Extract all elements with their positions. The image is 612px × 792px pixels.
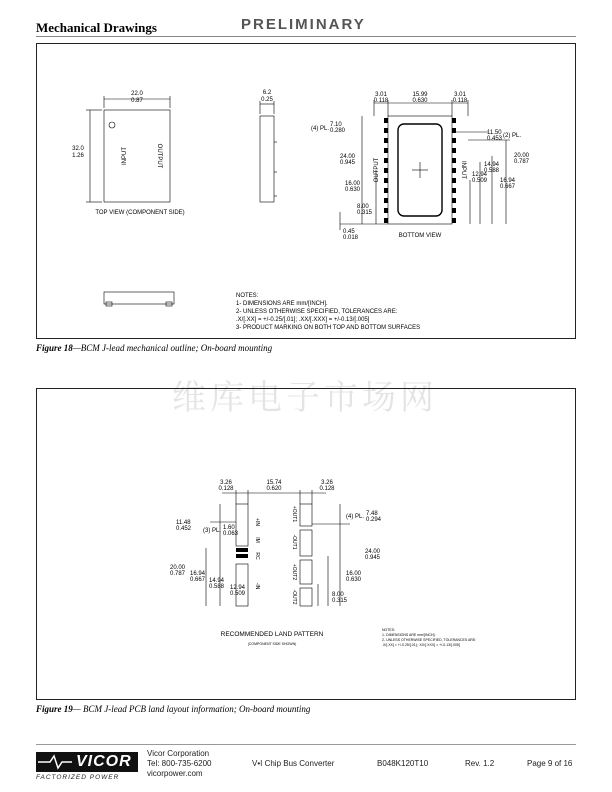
bottom-dim-label: 12.94 [472, 172, 488, 178]
land-dim-label: 24.00 [365, 549, 381, 555]
land-dim-label: 0.787 [170, 571, 186, 577]
vicor-logo [36, 748, 140, 782]
land-dim-label: 0.620 [266, 486, 282, 492]
land-dim-label: 0.315 [332, 598, 348, 604]
pin-label: -IN [254, 582, 260, 590]
fig18-note-line: 1- DIMENSIONS ARE mm/[INCH]. [236, 301, 328, 307]
logo-wordmark: VICOR [76, 753, 132, 770]
figure-19-caption [36, 704, 310, 714]
logo-tagline: FACTORIZED POWER [36, 774, 120, 781]
land-dim-label: 7.48 [366, 511, 378, 517]
footer-product: V•I Chip Bus Converter [252, 759, 335, 768]
top-view-input-label: INPUT [122, 147, 128, 165]
land-dim-label: 0.452 [176, 526, 192, 532]
footer-revision: Rev. 1.2 [465, 759, 495, 768]
bottom-dim-label: 8.00 [357, 204, 369, 210]
bottom-dim-label: 3.01 [454, 92, 466, 98]
section-title: Mechanical Drawings [36, 20, 157, 35]
fig19-note-line: 2- UNLESS OTHERWISE SPECIFIED, TOLERANCES ARE: [382, 638, 477, 642]
bottom-dim-label: 14.94 [484, 162, 500, 168]
footer-tel: Tel: 800-735-6200 [147, 759, 212, 768]
bottom-dim-label: 0.118 [452, 98, 468, 104]
bottom-dim-label: (2) PL. [503, 133, 522, 139]
bottom-dim-label: 0.315 [357, 210, 373, 216]
fig18-note-line: .X/[.XX] = +/-0.25/[.01]; .XX/[.XXX] = +/-0.13/[.005] [236, 317, 370, 323]
land-dim-label: 16.94 [190, 571, 206, 577]
top-view-width-in: 0.87 [131, 98, 143, 104]
pin-label: +OUT2 [291, 563, 297, 581]
footer-part-number: B048K120T10 [377, 759, 429, 768]
pin-label: IM [254, 537, 260, 543]
land-signal-pad [236, 554, 248, 558]
logo-arrow-icon [38, 754, 72, 770]
fig18-note-line: NOTES: [236, 293, 259, 299]
land-signal-pad [236, 548, 248, 552]
land-dim-label: 0.294 [366, 517, 382, 523]
bottom-dim-label: 0.667 [500, 184, 516, 190]
bottom-dim-label: 0.630 [412, 98, 428, 104]
bottom-dim-label: 7.10 [330, 122, 342, 128]
figure-19-caption-label: Figure 19 [36, 704, 73, 714]
bottom-dim-label: 20.00 [514, 153, 530, 159]
land-dim-label: 0.588 [209, 584, 225, 590]
pin-label: +OUT1 [291, 505, 297, 523]
land-pattern-title: RECOMMENDED LAND PATTERN [220, 631, 324, 638]
watermark: 维库电子市场网 [172, 378, 438, 418]
bottom-dim-label: 0.118 [373, 98, 389, 104]
land-dim-label: 3.26 [321, 480, 333, 486]
bottom-dim-label: 24.00 [340, 154, 356, 160]
figure-18-caption-label: Figure 18 [36, 343, 73, 353]
footer-page: Page 9 of 16 [527, 759, 573, 768]
land-pattern-subtitle: (COMPONENT SIDE SHOWN) [247, 642, 297, 646]
bottom-view-output-label: OUTPUT [374, 157, 380, 183]
pin-label: RC [254, 552, 260, 560]
pin-label: -OUT1 [291, 534, 297, 550]
land-dim-label: 0.667 [190, 577, 206, 583]
figure-19-caption-text: — BCM J-lead PCB land layout information; On-board mounting [72, 704, 311, 714]
footer-rule [36, 744, 576, 745]
top-view-height-mm: 32.0 [72, 146, 84, 152]
pin-label: -OUT2 [291, 589, 297, 605]
land-pad [300, 530, 312, 556]
land-dim-label: 15.74 [266, 480, 282, 486]
bottom-dim-label: 0.018 [343, 235, 359, 241]
bottom-dim-label: 0.453 [487, 136, 503, 142]
bottom-dim-label: 15.99 [412, 92, 428, 98]
fig19-note-line: .X/[.XX] = +/-0.25/[.01]; .XX/[.XXX] = +/-0.13/[.005] [382, 643, 460, 647]
bottom-dim-label: 16.94 [500, 178, 516, 184]
land-pad [236, 504, 248, 546]
bottom-view-input-label: INPUT [460, 161, 466, 179]
figure-18-caption-text: —BCM J-lead mechanical outline; On-board mounting [72, 343, 273, 353]
footer-company: Vicor Corporation [147, 749, 210, 758]
bottom-view-title: BOTTOM VIEW [398, 233, 442, 239]
land-dim-label: 3.26 [220, 480, 232, 486]
land-dim-label: 14.94 [209, 578, 225, 584]
fig19-note-line: 1- DIMENSIONS ARE mm/[INCH]. [382, 633, 436, 637]
top-view-output-label: OUTPUT [156, 143, 162, 169]
bottom-dim-label: (4) PL. [311, 126, 330, 132]
bottom-dim-label: 0.630 [345, 187, 361, 193]
land-dim-label: 0.630 [346, 577, 362, 583]
land-dim-label: 1.60 [223, 525, 235, 531]
top-view-title: TOP VIEW (COMPONENT SIDE) [95, 210, 185, 216]
fig19-note-line: NOTES: [382, 628, 396, 632]
land-dim-label: 0.063 [223, 531, 239, 537]
land-dim-label: 0.128 [319, 486, 335, 492]
preliminary-badge: PRELIMINARY [241, 16, 366, 33]
footer-website: vicorpower.com [147, 769, 203, 778]
pin-label: +IN [254, 518, 260, 526]
land-pad [300, 504, 312, 526]
fig18-note-line: 3- PRODUCT MARKING ON BOTH TOP AND BOTTOM SURFACES [236, 325, 421, 331]
bottom-dim-label: 0.588 [484, 168, 500, 174]
land-dim-label: 0.945 [365, 555, 381, 561]
side-view-mm: 6.2 [262, 90, 272, 96]
land-dim-label: 16.00 [346, 571, 362, 577]
bottom-dim-label: 0.280 [330, 128, 346, 134]
land-dim-label: (4) PL. [346, 514, 365, 520]
land-dim-label: 0.509 [230, 591, 246, 597]
land-dim-label: 12.94 [230, 585, 246, 591]
bottom-dim-label: 0.45 [343, 229, 355, 235]
bottom-dim-label: 11.50 [487, 130, 502, 136]
land-dim-label: 8.00 [332, 592, 344, 598]
side-view-in: 0.25 [261, 97, 273, 103]
bottom-dim-label: 0.945 [340, 160, 356, 166]
land-dim-label: 20.00 [170, 565, 186, 571]
top-view-height-in: 1.26 [72, 153, 84, 159]
land-dim-label: (3) PL. [203, 528, 222, 534]
bottom-dim-label: 3.01 [375, 92, 387, 98]
top-view-width-mm: 22.0 [131, 91, 143, 97]
bottom-dim-label: 0.787 [514, 159, 530, 165]
bottom-dim-label: 0.509 [472, 178, 488, 184]
land-dim-label: 0.128 [218, 486, 234, 492]
land-dim-label: 11.48 [176, 520, 191, 526]
fig18-note-line: 2- UNLESS OTHERWISE SPECIFIED, TOLERANCES ARE: [236, 309, 398, 315]
bottom-dim-label: 16.00 [345, 181, 361, 187]
land-pad [300, 560, 312, 584]
land-pad [300, 588, 312, 606]
